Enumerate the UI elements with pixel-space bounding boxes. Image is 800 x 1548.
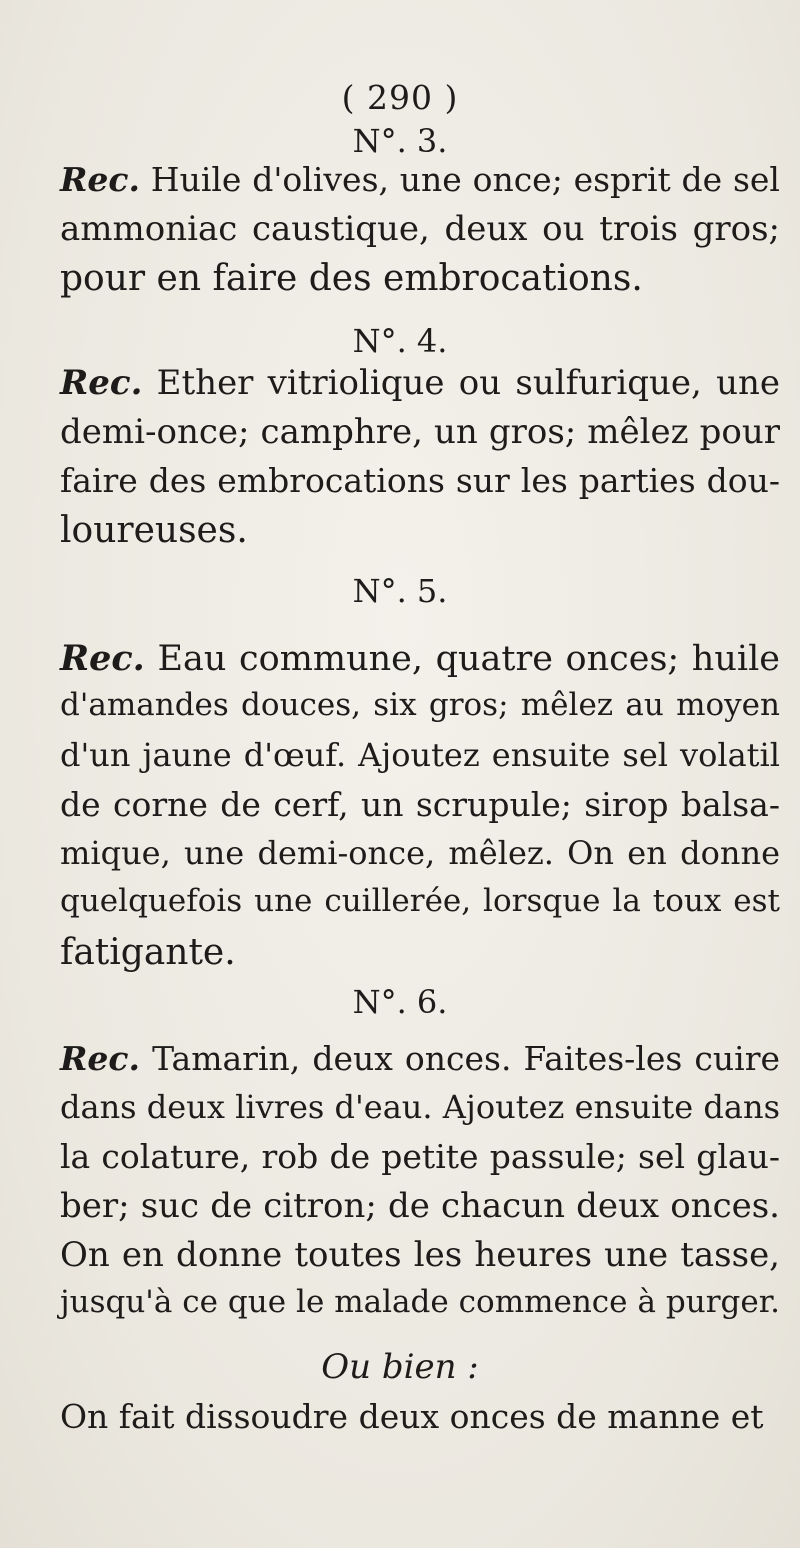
recipe-text: Tamarin, deux onces. Faites-les cuire: [140, 1039, 780, 1078]
rec-label: Rec.: [60, 363, 143, 403]
ou-bien-heading: Ou bien :: [321, 1347, 479, 1387]
section-5-line-7: fatigante.: [60, 932, 236, 973]
section-number-3: N°. 3.: [352, 122, 448, 160]
rec-label: Rec.: [60, 160, 141, 199]
section-3-line-3: pour en faire des embrocations.: [60, 258, 643, 299]
recipe-text: Ether vitriolique ou sulfurique, une: [142, 363, 780, 403]
section-4-line-3: faire des embrocations sur les parties dou-: [60, 461, 780, 500]
section-4-line-1: [60, 363, 780, 403]
section-6-line-3: la colature, rob de petite passule; sel glau-: [60, 1137, 780, 1176]
section-6-line-5: On en donne toutes les heures une tasse,: [60, 1235, 780, 1275]
section-5-line-1: [60, 638, 780, 679]
section-3-line-2: ammoniac caustique, deux ou trois gros;: [60, 209, 780, 249]
section-5-line-2: d'amandes douces, six gros; mêlez au moyen: [60, 687, 780, 723]
section-number-5: N°. 5.: [352, 572, 448, 610]
section-5-line-3: d'un jaune d'œuf. Ajoutez ensuite sel volatil: [60, 736, 780, 774]
section-4-line-4: loureuses.: [60, 510, 248, 551]
section-3-line-1: [60, 160, 780, 199]
recipe-text: Eau commune, quatre onces; huile: [144, 639, 780, 679]
section-number-4: N°. 4.: [352, 322, 448, 360]
rec-label: Rec.: [60, 1039, 141, 1078]
page-number: ( 290 ): [341, 78, 459, 117]
last-line: On fait dissoudre deux onces de manne et: [60, 1397, 764, 1436]
section-6-line-4: ber; suc de citron; de chacun deux onces.: [60, 1186, 780, 1226]
section-5-line-4: de corne de cerf, un scrupule; sirop balsa-: [60, 785, 780, 824]
recipe-text: Huile d'olives, une once; esprit de sel: [140, 160, 780, 199]
section-5-line-6: quelquefois une cuillerée, lorsque la toux est: [60, 883, 780, 919]
section-6-line-1: [60, 1039, 780, 1078]
section-6-line-6: jusqu'à ce que le malade commence à purger.: [60, 1284, 780, 1320]
section-5-line-5: mique, une demi-once, mêlez. On en donne: [60, 834, 780, 872]
section-number-6: N°. 6.: [352, 983, 448, 1021]
section-6-line-2: dans deux livres d'eau. Ajoutez ensuite dans: [60, 1088, 780, 1126]
rec-label: Rec.: [60, 638, 145, 679]
section-4-line-2: demi-once; camphre, un gros; mêlez pour: [60, 412, 780, 452]
